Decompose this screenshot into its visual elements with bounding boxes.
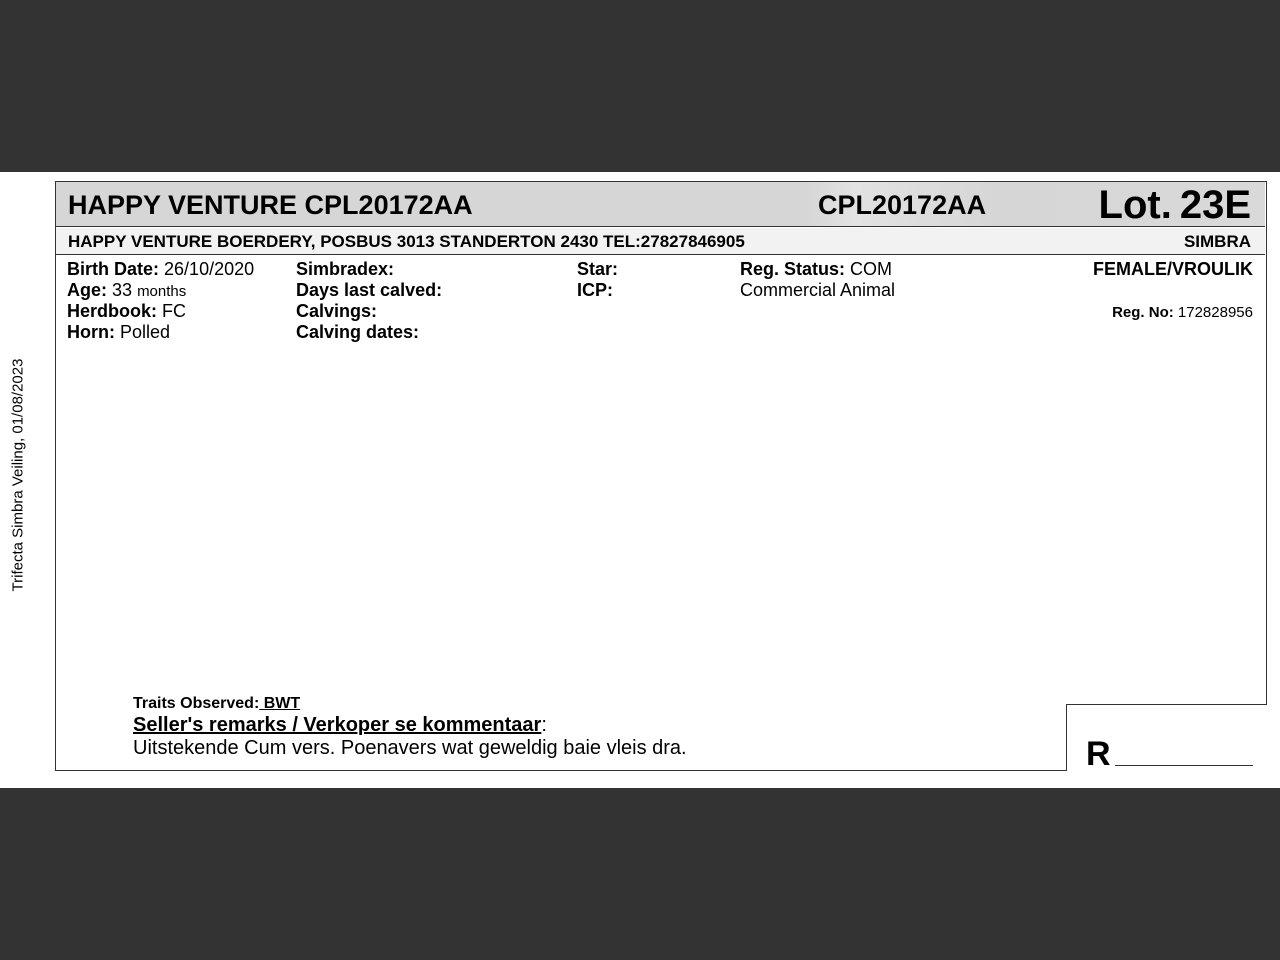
lot-label: Lot. [1098, 183, 1172, 227]
age-value: 33 [112, 280, 133, 300]
remarks-title: Seller's remarks / Verkoper se kommentaar [133, 714, 542, 736]
herdbook-label: Herdbook: [67, 301, 157, 321]
herdbook-field [67, 301, 186, 322]
owner-details: HAPPY VENTURE BOERDERY, POSBUS 3013 STANDERTON 2430 TEL:27827846905 [68, 232, 745, 251]
traits-observed [133, 695, 300, 713]
header-row [56, 182, 1265, 227]
reg-status-value: COM [850, 259, 893, 279]
reg-no-value: 172828956 [1177, 304, 1253, 321]
price-blank-line [1115, 765, 1253, 767]
animal-code: CPL20172AA [818, 190, 987, 220]
remarks-heading [133, 714, 547, 737]
sex-value: FEMALE/VROULIK [1093, 259, 1253, 279]
reg-no-label: Reg. No: [1112, 304, 1174, 321]
calvings-field [296, 301, 377, 322]
age-unit: months [137, 283, 187, 300]
lot-card [55, 181, 1267, 771]
icp-field [577, 280, 613, 301]
animal-title: HAPPY VENTURE CPL20172AA [68, 190, 473, 220]
age-label: Age: [67, 280, 107, 300]
calving-dates-field [296, 322, 419, 343]
calving-dates-label: Calving dates: [296, 322, 420, 342]
age-field [67, 280, 186, 302]
reg-status-description: Commercial Animal [740, 280, 896, 300]
remarks-text: Uitstekende Cum vers. Poenavers wat geweldig baie vleis dra. [133, 737, 687, 759]
birth-date-field [67, 259, 254, 280]
birth-date-value: 26/10/2020 [164, 259, 255, 279]
card-border-bottom [55, 770, 1067, 772]
reg-no-field [1112, 302, 1253, 323]
simbradex-field [296, 259, 394, 280]
icp-label: ICP: [577, 280, 613, 300]
reg-status-field [740, 259, 892, 280]
traits-value: BWT [259, 695, 301, 712]
calvings-label: Calvings: [296, 301, 378, 321]
horn-value: Polled [120, 322, 171, 342]
star-label: Star: [577, 259, 619, 279]
traits-label: Traits Observed: [133, 695, 260, 712]
lot-number [1099, 183, 1251, 228]
herdbook-value: FC [162, 301, 187, 321]
breed-label: SIMBRA [1183, 232, 1251, 251]
card-border-left [55, 181, 57, 771]
sex-field [1093, 259, 1253, 280]
reg-status-label: Reg. Status: [740, 259, 846, 279]
horn-field [67, 322, 170, 343]
star-field [577, 259, 618, 280]
owner-row [56, 228, 1265, 255]
remarks-colon: : [541, 714, 547, 736]
days-last-calved-field [296, 280, 442, 301]
price-currency: R [1086, 735, 1111, 773]
price-box [1066, 704, 1267, 771]
simbradex-label: Simbradex: [296, 259, 395, 279]
lot-value: 23E [1179, 183, 1251, 227]
side-label: Trifecta Simbra Veiling, 01/08/2023 [9, 358, 27, 592]
horn-label: Horn: [67, 322, 115, 342]
days-last-calved-label: Days last calved: [296, 280, 443, 300]
birth-date-label: Birth Date: [67, 259, 160, 279]
